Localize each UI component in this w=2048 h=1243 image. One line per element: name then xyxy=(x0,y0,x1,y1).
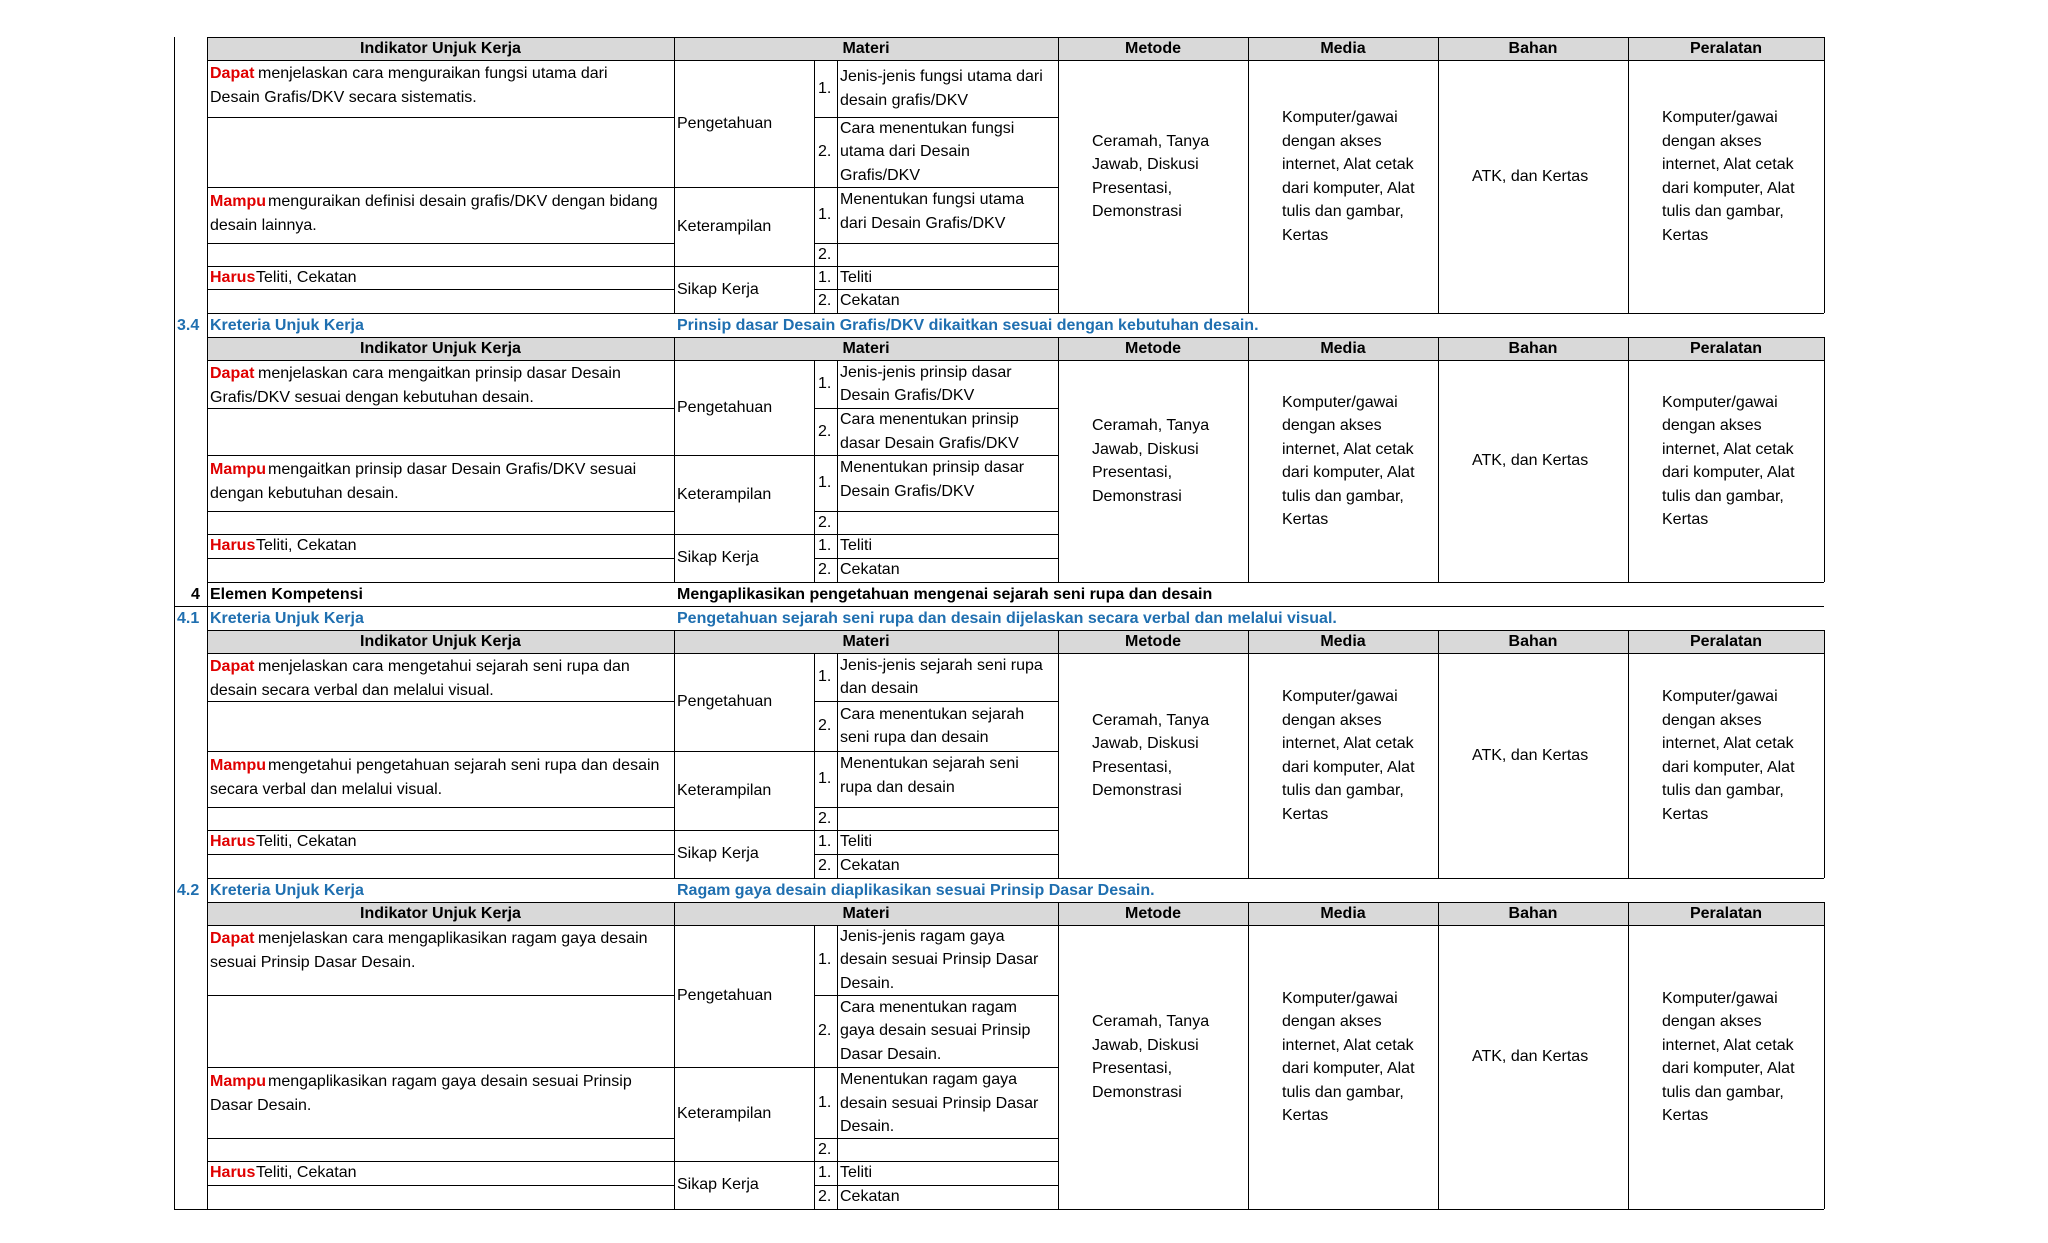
mampu-description-cont: Dasar Desain. xyxy=(210,1096,312,1114)
peralatan-text: tulis dan gambar, xyxy=(1662,487,1784,505)
pengetahuan-topic-2: Cara menentukan sejarah xyxy=(840,705,1025,723)
grid-line xyxy=(1438,925,1439,1209)
column-header-metode: Metode xyxy=(1125,633,1181,650)
elemen-text: Mengaplikasikan pengetahuan mengenai sejarah seni rupa dan desain xyxy=(677,586,1213,603)
sikap-topic-cekatan: Cekatan xyxy=(840,292,900,309)
item-number: 1. xyxy=(818,1093,832,1111)
media-text: Kertas xyxy=(1282,511,1329,528)
column-header-media: Media xyxy=(1320,40,1366,57)
grid-line xyxy=(207,117,674,118)
item-number: 2. xyxy=(818,561,832,578)
grid-line xyxy=(814,60,815,313)
dapat-description: menjelaskan cara mengaplikasikan ragam gaya desain xyxy=(258,930,648,947)
grid-line xyxy=(674,630,675,653)
column-header-bahan: Bahan xyxy=(1508,633,1558,650)
keterampilan-topic-1: Menentukan fungsi utama xyxy=(840,191,1025,208)
grid-line xyxy=(1248,925,1249,1209)
peralatan-text: dengan akses xyxy=(1662,711,1762,729)
column-header-materi: Materi xyxy=(842,633,890,650)
peralatan-text: tulis dan gambar, xyxy=(1662,203,1784,220)
bahan-text: ATK, dan Kertas xyxy=(1472,452,1589,470)
grid-line xyxy=(1248,337,1249,360)
grid-line xyxy=(814,511,1058,512)
materi-sikap-kerja: Sikap Kerja xyxy=(677,845,759,863)
item-number: 2. xyxy=(818,292,832,309)
dapat-keyword: Dapat xyxy=(210,930,255,947)
dapat-keyword: Dapat xyxy=(210,365,255,382)
mampu-description-cont: secara verbal dan melalui visual. xyxy=(210,780,443,798)
media-text: dari komputer, Alat xyxy=(1282,1060,1415,1077)
materi-keterampilan: Keterampilan xyxy=(677,217,772,235)
harus-description: Teliti, Cekatan xyxy=(256,537,357,554)
mampu-description-cont: dengan kebutuhan desain. xyxy=(210,484,399,502)
mampu-description-cont: desain lainnya. xyxy=(210,216,317,234)
grid-line xyxy=(207,60,208,313)
media-text: tulis dan gambar, xyxy=(1282,203,1404,220)
grid-line xyxy=(814,243,1058,244)
sikap-topic-teliti: Teliti xyxy=(840,537,873,554)
metode-text: Jawab, Diskusi xyxy=(1092,1036,1199,1054)
media-text: dengan akses xyxy=(1282,711,1382,729)
harus-keyword: Harus xyxy=(210,269,256,286)
media-text: internet, Alat cetak xyxy=(1282,440,1414,458)
pengetahuan-topic-1: Desain Grafis/DKV xyxy=(840,387,975,404)
column-header-bahan: Bahan xyxy=(1508,40,1558,57)
harus-keyword: Harus xyxy=(210,537,256,554)
grid-line xyxy=(207,313,208,337)
grid-line xyxy=(1628,630,1629,653)
kuk-text: Ragam gaya desain diaplikasikan sesuai Prinsip Dasar Desain. xyxy=(677,882,1155,899)
dapat-description-cont: Desain Grafis/DKV secara sistematis. xyxy=(210,88,477,106)
grid-line xyxy=(1628,60,1629,313)
materi-pengetahuan: Pengetahuan xyxy=(677,693,773,711)
metode-text: Demonstrasi xyxy=(1092,1083,1182,1101)
grid-line xyxy=(1628,360,1629,582)
materi-pengetahuan: Pengetahuan xyxy=(677,987,773,1005)
column-header-indikator: Indikator Unjuk Kerja xyxy=(360,40,521,57)
materi-keterampilan: Keterampilan xyxy=(677,485,772,503)
column-header-media: Media xyxy=(1320,340,1366,357)
grid-line xyxy=(174,582,175,606)
keterampilan-topic-1: Desain Grafis/DKV xyxy=(840,482,975,500)
column-header-materi: Materi xyxy=(842,905,890,922)
materi-keterampilan: Keterampilan xyxy=(677,1105,772,1123)
grid-line xyxy=(1248,653,1249,878)
sikap-topic-cekatan: Cekatan xyxy=(840,561,900,578)
metode-text: Demonstrasi xyxy=(1092,782,1182,799)
harus-description: Teliti, Cekatan xyxy=(256,833,357,850)
metode-text: Ceramah, Tanya xyxy=(1092,132,1210,150)
grid-line xyxy=(207,925,1824,926)
peralatan-text: dari komputer, Alat xyxy=(1662,758,1795,776)
peralatan-text: internet, Alat cetak xyxy=(1662,735,1794,752)
dapat-description: menjelaskan cara menguraikan fungsi utama dari xyxy=(258,65,608,82)
item-number: 1. xyxy=(818,537,832,554)
grid-line xyxy=(1628,925,1629,1209)
materi-sikap-kerja: Sikap Kerja xyxy=(677,280,759,298)
peralatan-text: Kertas xyxy=(1662,1107,1709,1124)
peralatan-text: tulis dan gambar, xyxy=(1662,782,1784,799)
media-text: internet, Alat cetak xyxy=(1282,156,1414,173)
harus-keyword: Harus xyxy=(210,833,256,850)
harus-description: Teliti, Cekatan xyxy=(256,269,357,286)
media-text: dengan akses xyxy=(1282,132,1382,150)
grid-line xyxy=(1824,653,1825,878)
grid-line xyxy=(1824,37,1825,60)
column-header-media: Media xyxy=(1320,633,1366,650)
grid-line xyxy=(1628,902,1629,925)
elemen-number: 4 xyxy=(191,586,200,603)
item-number: 2. xyxy=(818,1141,832,1158)
column-header-peralatan: Peralatan xyxy=(1689,340,1763,357)
grid-line xyxy=(1438,37,1439,60)
media-text: tulis dan gambar, xyxy=(1282,487,1404,505)
grid-line xyxy=(1824,60,1825,313)
item-number: 2. xyxy=(818,143,832,161)
dapat-description-cont: Grafis/DKV sesuai dengan kebutuhan desain. xyxy=(210,388,534,406)
item-number: 2. xyxy=(818,717,832,735)
peralatan-text: dari komputer, Alat xyxy=(1662,464,1795,481)
peralatan-text: Kertas xyxy=(1662,805,1709,823)
mampu-description: mengetahui pengetahuan sejarah seni rupa dan desain xyxy=(268,757,660,774)
grid-line xyxy=(207,582,208,606)
peralatan-text: Kertas xyxy=(1662,511,1709,528)
media-text: dari komputer, Alat xyxy=(1282,464,1415,481)
column-header-media: Media xyxy=(1320,905,1366,922)
grid-line xyxy=(837,360,838,582)
pengetahuan-topic-1: Jenis-jenis ragam gaya xyxy=(840,927,1005,945)
mampu-keyword: Mampu xyxy=(210,1073,266,1090)
peralatan-text: internet, Alat cetak xyxy=(1662,156,1794,173)
harus-keyword: Harus xyxy=(210,1164,256,1181)
column-header-indikator: Indikator Unjuk Kerja xyxy=(360,633,521,650)
grid-line xyxy=(1058,360,1059,582)
grid-line xyxy=(1438,902,1439,925)
grid-line xyxy=(207,360,208,582)
grid-line xyxy=(207,630,208,653)
grid-line xyxy=(1248,902,1249,925)
grid-line xyxy=(207,1209,1824,1210)
sikap-topic-teliti: Teliti xyxy=(840,1164,873,1181)
peralatan-text: tulis dan gambar, xyxy=(1662,1083,1784,1101)
grid-line xyxy=(674,37,675,60)
media-text: Kertas xyxy=(1282,226,1329,244)
metode-text: Jawab, Diskusi xyxy=(1092,156,1199,173)
kuk-label: Kreteria Unjuk Kerja xyxy=(210,317,364,334)
media-text: Kertas xyxy=(1282,805,1329,823)
grid-line xyxy=(1824,360,1825,582)
item-number: 1. xyxy=(818,668,832,686)
grid-line xyxy=(207,337,208,360)
grid-line xyxy=(207,878,208,902)
peralatan-text: Kertas xyxy=(1662,226,1709,244)
column-header-metode: Metode xyxy=(1125,905,1181,922)
item-number: 1. xyxy=(818,79,832,97)
grid-line xyxy=(1058,925,1059,1209)
grid-line xyxy=(207,653,208,878)
pengetahuan-topic-1: Jenis-jenis sejarah seni rupa xyxy=(840,656,1043,674)
item-number: 1. xyxy=(818,1164,832,1181)
column-header-metode: Metode xyxy=(1125,340,1181,357)
grid-line xyxy=(207,37,208,60)
mampu-description: menguraikan definisi desain grafis/DKV dengan bidang xyxy=(268,193,658,210)
grid-line xyxy=(207,995,674,996)
item-number: 2. xyxy=(818,1022,832,1040)
grid-line xyxy=(1438,653,1439,878)
grid-line xyxy=(174,606,175,878)
grid-line xyxy=(837,60,838,313)
grid-line xyxy=(207,558,674,559)
grid-line xyxy=(1824,337,1825,360)
kuk-text: Pengetahuan sejarah seni rupa dan desain dijelaskan secara verbal dan melalui visual. xyxy=(677,610,1337,627)
media-text: Komputer/gawai xyxy=(1282,688,1398,705)
pengetahuan-topic-1: Jenis-jenis prinsip dasar xyxy=(840,363,1012,381)
keterampilan-topic-1: Desain. xyxy=(840,1118,895,1135)
metode-text: Ceramah, Tanya xyxy=(1092,1013,1210,1030)
grid-line xyxy=(674,337,675,360)
kuk-label: Kreteria Unjuk Kerja xyxy=(210,882,364,899)
grid-line xyxy=(1438,60,1439,313)
metode-text: Demonstrasi xyxy=(1092,487,1182,505)
sikap-topic-teliti: Teliti xyxy=(840,833,873,850)
grid-line xyxy=(1248,360,1249,582)
keterampilan-topic-1: Menentukan sejarah seni xyxy=(840,755,1019,772)
media-text: dengan akses xyxy=(1282,1013,1382,1030)
metode-text: Presentasi, xyxy=(1092,464,1173,481)
pengetahuan-topic-1: dan desain xyxy=(840,680,919,697)
peralatan-text: Komputer/gawai xyxy=(1662,688,1778,705)
grid-line xyxy=(174,313,175,582)
media-text: dari komputer, Alat xyxy=(1282,758,1415,776)
grid-line xyxy=(1248,60,1249,313)
item-number: 1. xyxy=(818,770,832,788)
media-text: internet, Alat cetak xyxy=(1282,735,1414,752)
peralatan-text: internet, Alat cetak xyxy=(1662,1036,1794,1054)
mampu-keyword: Mampu xyxy=(210,757,266,774)
pengetahuan-topic-2: Cara menentukan prinsip xyxy=(840,411,1019,428)
grid-line xyxy=(674,360,675,582)
metode-text: Ceramah, Tanya xyxy=(1092,711,1210,729)
grid-line xyxy=(814,925,815,1209)
kuk-number: 4.1 xyxy=(177,610,200,627)
item-number: 2. xyxy=(818,422,832,440)
sikap-topic-teliti: Teliti xyxy=(840,269,873,286)
elemen-label: Elemen Kompetensi xyxy=(210,586,363,603)
kuk-text: Prinsip dasar Desain Grafis/DKV dikaitkan sesuai dengan kebutuhan desain. xyxy=(677,317,1259,334)
grid-line xyxy=(1058,902,1059,925)
grid-line xyxy=(837,653,838,878)
dapat-description: menjelaskan cara mengaitkan prinsip dasar Desain xyxy=(258,365,621,382)
grid-line xyxy=(1058,60,1059,313)
peralatan-text: dengan akses xyxy=(1662,1013,1762,1030)
column-header-peralatan: Peralatan xyxy=(1689,633,1763,650)
mampu-keyword: Mampu xyxy=(210,193,266,210)
grid-line xyxy=(1438,360,1439,582)
grid-line xyxy=(674,925,675,1209)
pengetahuan-topic-1: desain grafis/DKV xyxy=(840,91,969,109)
item-number: 1. xyxy=(818,375,832,393)
dapat-description: menjelaskan cara mengetahui sejarah seni rupa dan xyxy=(258,658,630,675)
metode-text: Jawab, Diskusi xyxy=(1092,735,1199,752)
keterampilan-topic-1: Menentukan ragam gaya xyxy=(840,1071,1017,1088)
item-number: 2. xyxy=(818,857,832,874)
column-header-peralatan: Peralatan xyxy=(1689,40,1763,57)
grid-line xyxy=(1628,337,1629,360)
pengetahuan-topic-2: utama dari Desain xyxy=(840,143,970,161)
metode-text: Jawab, Diskusi xyxy=(1092,440,1199,458)
pengetahuan-topic-2: seni rupa dan desain xyxy=(840,729,989,746)
grid-line xyxy=(1824,925,1825,1209)
grid-line xyxy=(207,243,674,244)
grid-line xyxy=(207,902,208,925)
media-text: dari komputer, Alat xyxy=(1282,179,1415,197)
grid-line xyxy=(1058,630,1059,653)
media-text: dengan akses xyxy=(1282,417,1382,434)
materi-pengetahuan: Pengetahuan xyxy=(677,398,773,416)
peralatan-text: Komputer/gawai xyxy=(1662,393,1778,411)
grid-line xyxy=(207,511,674,512)
dapat-description-cont: sesuai Prinsip Dasar Desain. xyxy=(210,953,416,971)
keterampilan-topic-1: dari Desain Grafis/DKV xyxy=(840,214,1006,232)
grid-line xyxy=(1824,902,1825,925)
grid-line xyxy=(207,60,1824,61)
kuk-number: 3.4 xyxy=(177,317,200,334)
grid-line xyxy=(1438,630,1439,653)
grid-line xyxy=(1824,630,1825,653)
media-text: Komputer/gawai xyxy=(1282,989,1398,1007)
pengetahuan-topic-2: Dasar Desain. xyxy=(840,1045,942,1063)
media-text: tulis dan gambar, xyxy=(1282,1083,1404,1101)
bahan-text: ATK, dan Kertas xyxy=(1472,1048,1589,1066)
grid-line xyxy=(814,653,815,878)
pengetahuan-topic-2: Cara menentukan fungsi xyxy=(840,119,1015,137)
dapat-keyword: Dapat xyxy=(210,65,255,82)
grid-line xyxy=(207,1138,674,1139)
item-number: 1. xyxy=(818,269,832,286)
metode-text: Ceramah, Tanya xyxy=(1092,417,1210,434)
grid-line xyxy=(1058,653,1059,878)
grid-line xyxy=(814,807,1058,808)
grid-line xyxy=(207,854,674,855)
column-header-bahan: Bahan xyxy=(1508,340,1558,357)
grid-line xyxy=(174,1209,207,1210)
grid-line xyxy=(207,807,674,808)
media-text: Kertas xyxy=(1282,1107,1329,1124)
grid-line xyxy=(1248,630,1249,653)
grid-line xyxy=(207,360,1824,361)
grid-line xyxy=(1628,37,1629,60)
grid-line xyxy=(814,360,815,582)
pengetahuan-topic-1: Jenis-jenis fungsi utama dari xyxy=(840,68,1043,85)
item-number: 1. xyxy=(818,474,832,492)
item-number: 2. xyxy=(818,246,832,263)
media-text: internet, Alat cetak xyxy=(1282,1036,1414,1054)
item-number: 1. xyxy=(818,833,832,850)
harus-description: Teliti, Cekatan xyxy=(256,1164,357,1181)
peralatan-text: internet, Alat cetak xyxy=(1662,440,1794,458)
grid-line xyxy=(207,606,208,630)
peralatan-text: Komputer/gawai xyxy=(1662,989,1778,1007)
item-number: 2. xyxy=(818,810,832,827)
grid-line xyxy=(1058,37,1059,60)
pengetahuan-topic-2: Cara menentukan ragam xyxy=(840,998,1017,1016)
pengetahuan-topic-2: dasar Desain Grafis/DKV xyxy=(840,434,1019,452)
grid-line xyxy=(1248,37,1249,60)
peralatan-text: Komputer/gawai xyxy=(1662,109,1778,126)
metode-text: Presentasi, xyxy=(1092,1060,1173,1077)
peralatan-text: dari komputer, Alat xyxy=(1662,1060,1795,1077)
pengetahuan-topic-1: desain sesuai Prinsip Dasar xyxy=(840,951,1039,969)
bahan-text: ATK, dan Kertas xyxy=(1472,746,1589,764)
materi-sikap-kerja: Sikap Kerja xyxy=(677,549,759,567)
grid-line xyxy=(674,653,675,878)
kuk-label: Kreteria Unjuk Kerja xyxy=(210,610,364,627)
item-number: 2. xyxy=(818,1188,832,1205)
grid-line xyxy=(174,878,175,1209)
dapat-description-cont: desain secara verbal dan melalui visual. xyxy=(210,681,494,699)
peralatan-text: dari komputer, Alat xyxy=(1662,179,1795,197)
metode-text: Presentasi, xyxy=(1092,758,1173,776)
grid-line xyxy=(207,1185,674,1186)
materi-sikap-kerja: Sikap Kerja xyxy=(677,1176,759,1194)
keterampilan-topic-1: Menentukan prinsip dasar xyxy=(840,459,1025,476)
column-header-peralatan: Peralatan xyxy=(1689,905,1763,922)
grid-line xyxy=(1438,337,1439,360)
media-text: tulis dan gambar, xyxy=(1282,782,1404,799)
pengetahuan-topic-2: Grafis/DKV xyxy=(840,166,921,184)
sikap-topic-cekatan: Cekatan xyxy=(840,857,900,874)
peralatan-text: dengan akses xyxy=(1662,417,1762,434)
item-number: 1. xyxy=(818,951,832,969)
metode-text: Demonstrasi xyxy=(1092,203,1182,220)
pengetahuan-topic-1: Desain. xyxy=(840,974,895,992)
grid-line xyxy=(1058,337,1059,360)
metode-text: Presentasi, xyxy=(1092,179,1173,197)
keterampilan-topic-1: desain sesuai Prinsip Dasar xyxy=(840,1094,1039,1112)
column-header-materi: Materi xyxy=(842,340,890,357)
column-header-materi: Materi xyxy=(842,40,890,57)
grid-line xyxy=(674,60,675,313)
grid-line xyxy=(674,902,675,925)
keterampilan-topic-1: rupa dan desain xyxy=(840,778,955,796)
bahan-text: ATK, dan Kertas xyxy=(1472,167,1589,185)
sikap-topic-cekatan: Cekatan xyxy=(840,1188,900,1205)
column-header-indikator: Indikator Unjuk Kerja xyxy=(360,340,521,357)
materi-keterampilan: Keterampilan xyxy=(677,781,772,799)
media-text: Komputer/gawai xyxy=(1282,109,1398,126)
dapat-keyword: Dapat xyxy=(210,658,255,675)
column-header-bahan: Bahan xyxy=(1508,905,1558,922)
grid-line xyxy=(1628,653,1629,878)
peralatan-text: dengan akses xyxy=(1662,132,1762,150)
materi-pengetahuan: Pengetahuan xyxy=(677,114,773,132)
kuk-number: 4.2 xyxy=(177,882,200,899)
mampu-keyword: Mampu xyxy=(210,461,266,478)
pengetahuan-topic-2: gaya desain sesuai Prinsip xyxy=(840,1022,1031,1040)
mampu-description: mengaitkan prinsip dasar Desain Grafis/DKV sesuai xyxy=(268,461,637,478)
grid-line xyxy=(174,37,175,313)
mampu-description: mengaplikasikan ragam gaya desain sesuai Prinsip xyxy=(268,1073,632,1090)
column-header-metode: Metode xyxy=(1125,40,1181,57)
column-header-indikator: Indikator Unjuk Kerja xyxy=(360,905,521,922)
grid-line xyxy=(837,925,838,1209)
grid-line xyxy=(207,925,208,1209)
item-number: 1. xyxy=(818,206,832,224)
item-number: 2. xyxy=(818,514,832,531)
media-text: Komputer/gawai xyxy=(1282,393,1398,411)
